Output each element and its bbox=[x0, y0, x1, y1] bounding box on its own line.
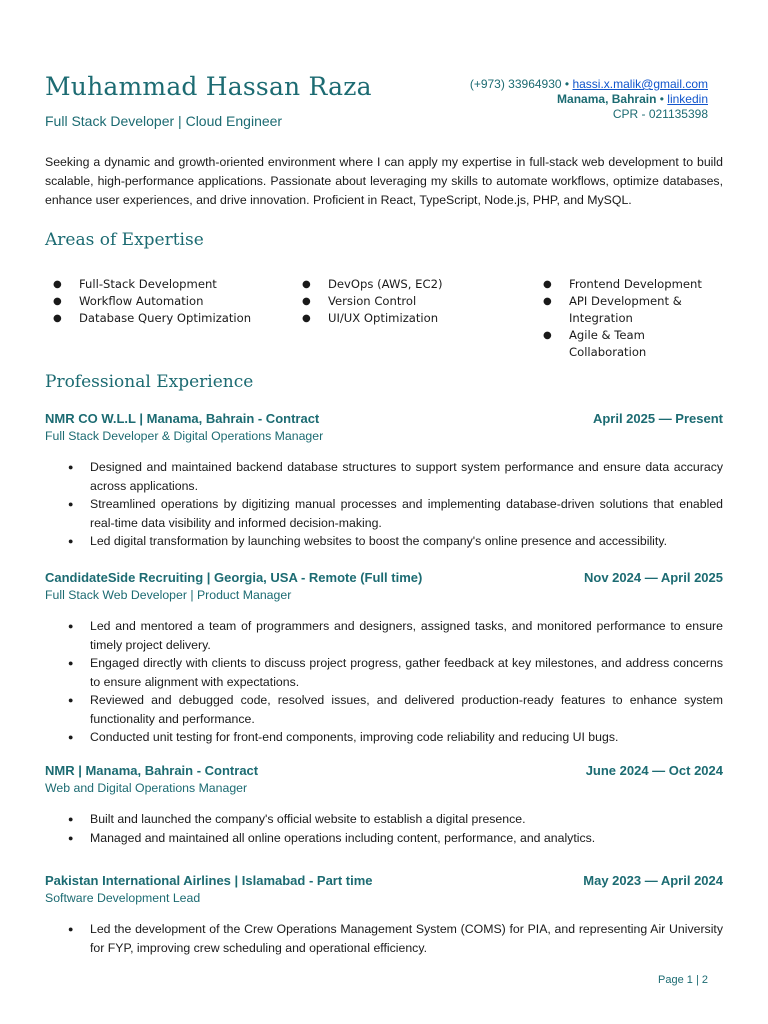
contact-block bbox=[470, 77, 708, 122]
expertise-column-2 bbox=[302, 276, 502, 327]
job-dates: Nov 2024 — April 2025 bbox=[584, 570, 723, 585]
job-company: CandidateSide Recruiting | Georgia, USA - Remote (Full time) bbox=[45, 570, 423, 585]
job-role: Software Development Lead bbox=[45, 891, 201, 905]
skill-item: ● Workflow Automation bbox=[53, 293, 268, 310]
job-dates: April 2025 — Present bbox=[592, 411, 723, 426]
job-entry bbox=[45, 873, 723, 957]
skill-item: ● API Development & Integration bbox=[543, 293, 723, 327]
bullet-item: ● Conducted unit testing for front-end components, improving code reliability and reducing UI bugs. bbox=[45, 728, 723, 747]
job-company: NMR CO W.L.L | Manama, Bahrain - Contract bbox=[45, 411, 320, 426]
email-link[interactable]: hassi.x.malik@gmail.com bbox=[572, 77, 708, 91]
job-bullets bbox=[45, 617, 723, 747]
job-bullets bbox=[45, 920, 723, 957]
job-role: Full Stack Web Developer | Product Manager bbox=[45, 588, 292, 602]
skill-item: ● Agile & Team Collaboration bbox=[543, 327, 723, 361]
job-dates: June 2024 — Oct 2024 bbox=[585, 763, 723, 778]
skill-item: ● Database Query Optimization bbox=[53, 310, 268, 327]
expertise-heading: Areas of Expertise bbox=[45, 230, 204, 250]
location: Manama, Bahrain bbox=[557, 92, 657, 106]
cpr-number: CPR - 021135398 bbox=[612, 107, 708, 121]
job-entry bbox=[45, 570, 723, 747]
job-company: NMR | Manama, Bahrain - Contract bbox=[45, 763, 259, 778]
job-company: Pakistan International Airlines | Islamabad - Part time bbox=[45, 873, 373, 888]
phone: (+973) 33964930 bbox=[469, 77, 562, 91]
bullet-item: ● Built and launched the company's official website to establish a digital presence. bbox=[45, 810, 723, 829]
job-entry bbox=[45, 411, 723, 551]
job-dates: May 2023 — April 2024 bbox=[583, 873, 723, 888]
experience-heading: Professional Experience bbox=[45, 372, 254, 392]
bullet-item: ● Designed and maintained backend database structures to support system performance and ensure data accuracy across applications. bbox=[45, 458, 723, 495]
bullet-item: ● Led digital transformation by launching websites to boost the company's online presence and accessibility. bbox=[45, 532, 723, 551]
job-role: Web and Digital Operations Manager bbox=[45, 781, 248, 795]
job-role: Full Stack Developer & Digital Operations Manager bbox=[45, 429, 324, 443]
skill-item: ● Frontend Development bbox=[543, 276, 723, 293]
job-bullets bbox=[45, 810, 723, 847]
skill-item: ● DevOps (AWS, EC2) bbox=[302, 276, 502, 293]
page-number: Page 1 | 2 bbox=[658, 974, 708, 986]
bullet-item: ● Led and mentored a team of programmers and designers, assigned tasks, and monitored performance to ensure timely project delivery. bbox=[45, 617, 723, 654]
bullet-item: ● Managed and maintained all online operations including content, performance, and analytics. bbox=[45, 829, 723, 848]
bullet-item: ● Reviewed and debugged code, resolved issues, and delivered production-ready features to enhance system functionality and performance. bbox=[45, 691, 723, 728]
job-bullets bbox=[45, 458, 723, 551]
job-entry bbox=[45, 763, 723, 847]
skill-item: ● UI/UX Optimization bbox=[302, 310, 502, 327]
skill-item: ● Full-Stack Development bbox=[53, 276, 268, 293]
candidate-title: Full Stack Developer | Cloud Engineer bbox=[45, 113, 283, 129]
skill-item: ● Version Control bbox=[302, 293, 502, 310]
expertise-column-3 bbox=[543, 276, 723, 361]
bullet-item: ● Led the development of the Crew Operations Management System (COMS) for PIA, and representing Air University for FYP, improving crew scheduling and operational efficiency. bbox=[45, 920, 723, 957]
linkedin-link[interactable]: linkedin bbox=[667, 92, 708, 106]
separator: • bbox=[656, 92, 668, 106]
expertise-column-1 bbox=[53, 276, 268, 327]
bullet-item: ● Streamlined operations by digitizing manual processes and implementing database-driven solutions that enabled real-time data visibility and informed decision-making. bbox=[45, 495, 723, 532]
summary-paragraph: Seeking a dynamic and growth-oriented environment where I can apply my expertise in full-stack web development to build scalable, high-performance applications. Passionate about leveraging my skills to automate workflows, optimize databases, enhance user experiences, and drive innovation. Proficient in React, TypeScript, Node.js, PHP, and MySQL. bbox=[45, 155, 723, 207]
candidate-name: Muhammad Hassan Raza bbox=[45, 72, 372, 101]
bullet-item: ● Engaged directly with clients to discuss project progress, gather feedback at key milestones, and address concerns to ensure alignment with expectations. bbox=[45, 654, 723, 691]
separator: • bbox=[561, 77, 573, 91]
